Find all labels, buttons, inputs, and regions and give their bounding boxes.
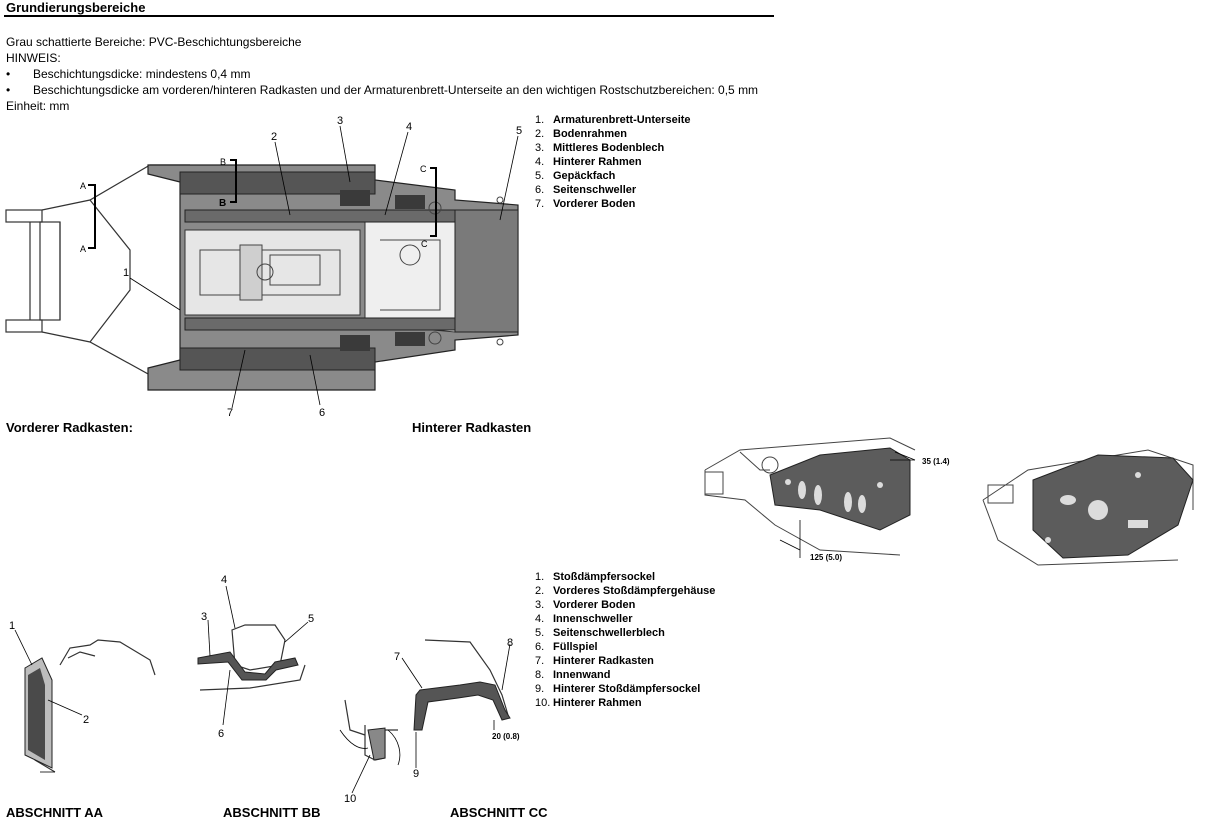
page-title: Grundierungsbereiche [6, 0, 146, 15]
legend-top-item: 7. Vorderer Boden [535, 198, 636, 210]
underbody-diagram [0, 110, 530, 420]
section-aa-diagram [0, 600, 170, 800]
shaded-note: Grau schattierte Bereiche: PVC-Beschichtungsbereiche [6, 35, 302, 49]
bb-callout-3: 3 [201, 611, 208, 623]
legend-bottom-item: 8. Innenwand [535, 669, 611, 681]
legend-bottom-item: 2. Vorderes Stoßdämpfergehäuse [535, 585, 716, 597]
legend-bottom-item: 3. Vorderer Boden [535, 599, 636, 611]
legend-top [535, 113, 691, 211]
floor-panel-shaded [148, 165, 518, 390]
section-bb-label: ABSCHNITT BB [223, 805, 321, 820]
legend-top-item: 1. Armaturenbrett-Unterseite [535, 114, 691, 126]
legend-bottom-item: 5. Seitenschwellerblech [535, 627, 665, 639]
bullet-dot-1: • [6, 67, 11, 81]
underbody-callout-3: 3 [337, 115, 344, 127]
underbody-callout-5: 5 [516, 125, 523, 137]
underbody-callout-2: 2 [271, 131, 278, 143]
bullet-dot-2: • [6, 83, 11, 97]
legend-bottom-item: 7. Hinterer Radkasten [535, 655, 654, 667]
underbody-callout-6: 6 [319, 407, 326, 419]
section-cc-diagram [330, 630, 540, 810]
legend-bottom-item: 6. Füllspiel [535, 641, 598, 653]
dim-125: 125 (5.0) [810, 553, 843, 562]
section-cc-label: ABSCHNITT CC [450, 805, 548, 820]
legend-bottom-item: 9. Hinterer Stoßdämpfersockel [535, 683, 701, 695]
marker-a-top: A [80, 181, 87, 191]
hinweis-label: HINWEIS: [6, 51, 61, 65]
marker-b-top: B [220, 157, 227, 167]
marker-b-bottom: B [219, 198, 227, 209]
bb-callout-4: 4 [221, 574, 228, 586]
legend-top-item: 5. Gepäckfach [535, 170, 616, 182]
rear-wheelhouse-diagram [978, 440, 1203, 570]
front-wheelhouse-heading: Vorderer Radkasten: [6, 420, 133, 435]
cc-callout-7: 7 [394, 651, 401, 663]
bb-callout-6: 6 [218, 728, 225, 740]
cc-callout-8: 8 [507, 637, 514, 649]
legend-top-item: 2. Bodenrahmen [535, 128, 627, 140]
legend-top-item: 6. Seitenschweller [535, 184, 637, 196]
legend-bottom-item: 1. Stoßdämpfersockel [535, 571, 656, 583]
cc-dimension: 20 (0.8) [492, 732, 520, 741]
marker-c-bottom: C [421, 239, 428, 249]
aa-callout-1: 1 [9, 620, 16, 632]
underbody-callout-1: 1 [123, 267, 130, 279]
legend-bottom-item: 10. Hinterer Rahmen [535, 697, 642, 709]
title-divider [4, 15, 774, 17]
front-wheelhouse-diagram [700, 430, 960, 570]
rear-wheelhouse-heading: Hinterer Radkasten [412, 420, 532, 435]
unit-label: Einheit: mm [6, 99, 70, 113]
legend-bottom [535, 570, 715, 710]
underbody-callout-4: 4 [406, 121, 413, 133]
section-bb-diagram [190, 570, 330, 750]
legend-top-item: 3. Mittleres Bodenblech [535, 142, 665, 154]
marker-a-bottom: A [80, 244, 87, 254]
bb-callout-5: 5 [308, 613, 315, 625]
section-aa-label: ABSCHNITT AA [6, 805, 104, 820]
dim-35: 35 (1.4) [922, 457, 950, 466]
aa-callout-2: 2 [83, 714, 90, 726]
underbody-callout-7: 7 [227, 407, 234, 419]
cc-callout-10: 10 [344, 793, 357, 805]
marker-c-top: C [420, 164, 427, 174]
bullet-text-1: Beschichtungsdicke: mindestens 0,4 mm [33, 67, 251, 81]
bullet-text-2: Beschichtungsdicke am vorderen/hinteren Radkasten und der Armaturenbrett-Unterseite an den wichtigen Rostschutzbereichen: 0,5 mm [33, 83, 759, 97]
legend-top-item: 4. Hinterer Rahmen [535, 156, 642, 168]
legend-bottom-item: 4. Innenschweller [535, 613, 633, 625]
front-frame-outline [6, 165, 190, 375]
cc-callout-9: 9 [413, 768, 420, 780]
